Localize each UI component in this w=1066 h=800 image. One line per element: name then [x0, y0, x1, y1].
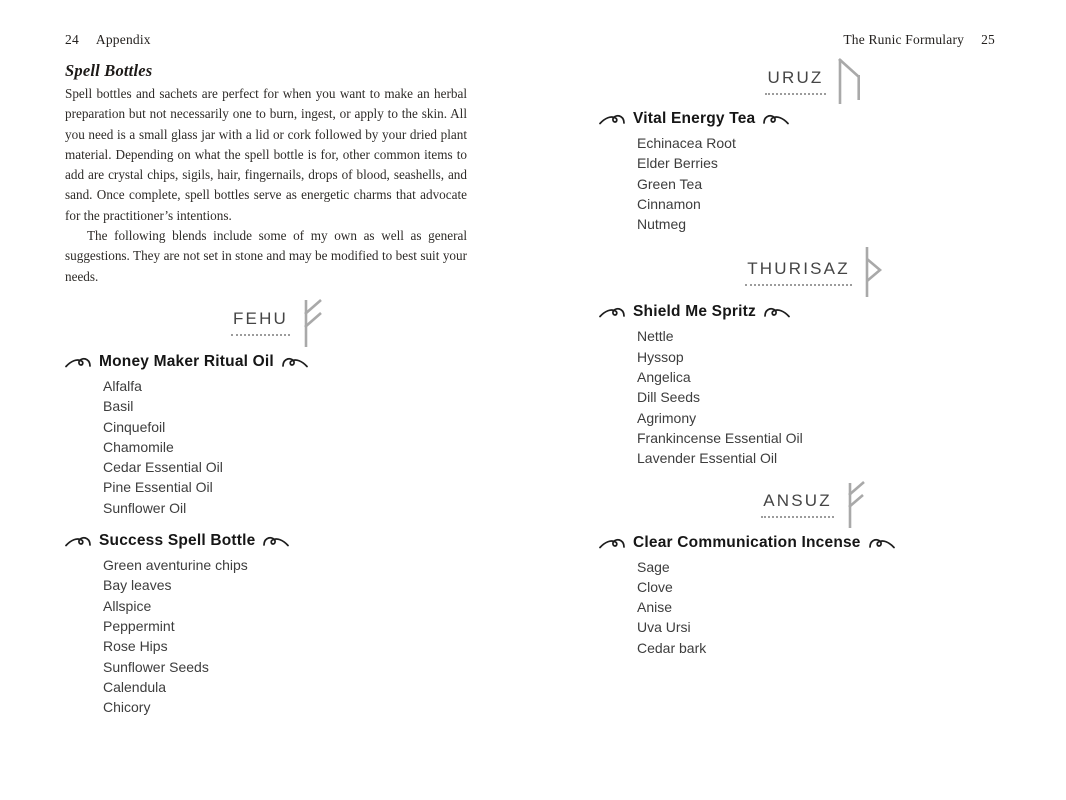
ingredient-item: Cinnamon	[637, 195, 701, 212]
flourish-right-icon	[263, 535, 289, 547]
ingredient-item: Nutmeg	[637, 216, 687, 233]
intro-paragraph: Spell bottles and sachets are perfect for when you want to make an herbal preparation but not necessarily one to burn, ingest, or apply to the skin. All you need is a small glass jar with a lid or cork followed by your dried plant material. Depending on what the spell bottle is for, other common items to add are crystal chips, sigils, hair, fingernails, drops of blood, seashells, and sand. Once complete, spell bottles serve as energetic charms that advocate for the practitioner’s intentions.	[65, 86, 467, 223]
ingredient-item: Green aventurine chips	[103, 557, 248, 574]
ingredient-item: Calendula	[103, 678, 167, 695]
recipe-title-text: Success Spell Bottle	[99, 532, 256, 550]
ingredient-item: Sunflower Oil	[103, 499, 187, 516]
running-header-left	[65, 32, 467, 48]
ingredient-item: Elder Berries	[637, 155, 718, 172]
ingredient-item: Sunflower Seeds	[103, 658, 209, 675]
flourish-left-icon	[65, 356, 91, 368]
recipe-title-shield-me	[599, 303, 995, 321]
ingredient-item: Chamomile	[103, 438, 174, 455]
ingredient-item: Clove	[637, 578, 673, 595]
ingredient-item: Peppermint	[103, 617, 175, 634]
ingredient-item: Nettle	[637, 328, 674, 345]
ingredient-item: Cedar bark	[637, 639, 707, 656]
flourish-left-icon	[599, 537, 625, 549]
recipe-title-money-maker	[65, 353, 467, 371]
page-number: 25	[981, 32, 995, 47]
flourish-left-icon	[599, 113, 625, 125]
ingredient-item: Rose Hips	[103, 638, 168, 655]
rune-label: URUZ	[765, 68, 825, 95]
intro-paragraph-2: The following blends include some of my own as well as general suggestions. They are not set in stone and may be modified to best suit your needs.	[65, 228, 467, 284]
thurisaz-rune-icon	[862, 245, 883, 299]
ingredient-item: Basil	[103, 398, 134, 415]
ingredient-list	[103, 376, 467, 518]
rune-heading-uruz	[599, 56, 995, 106]
fehu-rune-icon	[300, 297, 323, 349]
ingredient-list	[637, 326, 995, 468]
recipe-title-clear-communication	[599, 534, 995, 552]
rune-heading-ansuz	[599, 480, 995, 530]
rune-heading-thurisaz	[599, 245, 995, 299]
section-heading: Spell Bottles	[65, 61, 153, 80]
rune-label: ANSUZ	[761, 491, 834, 518]
page-right	[599, 0, 995, 658]
recipe-title-success-bottle	[65, 532, 467, 550]
flourish-right-icon	[764, 306, 790, 318]
flourish-right-icon	[763, 113, 789, 125]
ingredient-item: Chicory	[103, 699, 151, 716]
ingredient-item: Allspice	[103, 597, 152, 614]
ingredient-list	[637, 557, 995, 658]
ingredient-item: Uva Ursi	[637, 619, 691, 636]
ingredient-item: Frankincense Essential Oil	[637, 429, 803, 446]
rune-label: FEHU	[231, 309, 290, 336]
rune-label: THURISAZ	[745, 259, 852, 286]
ingredient-item: Pine Essential Oil	[103, 479, 213, 496]
uruz-rune-icon	[836, 56, 863, 106]
recipe-title-text: Money Maker Ritual Oil	[99, 352, 274, 370]
flourish-right-icon	[869, 537, 895, 549]
recipe-title-vital-energy	[599, 110, 995, 128]
rune-heading-fehu	[65, 297, 467, 349]
ingredient-item: Dill Seeds	[637, 389, 701, 406]
ingredient-item: Sage	[637, 558, 670, 575]
ingredient-item: Lavender Essential Oil	[637, 450, 778, 467]
ingredient-item: Cedar Essential Oil	[103, 459, 223, 476]
page-left	[65, 0, 467, 717]
running-header-right	[599, 32, 995, 48]
flourish-left-icon	[65, 535, 91, 547]
ingredient-item: Cinquefoil	[103, 418, 166, 435]
running-head: Appendix	[95, 32, 151, 47]
ingredient-item: Green Tea	[637, 175, 703, 192]
ingredient-list	[637, 133, 995, 234]
ansuz-rune-icon	[844, 480, 867, 530]
flourish-left-icon	[599, 306, 625, 318]
recipe-title-text: Vital Energy Tea	[633, 110, 756, 127]
ingredient-item: Hyssop	[637, 348, 684, 365]
recipe-title-text: Shield Me Spritz	[633, 303, 756, 321]
running-head: The Runic Formulary	[843, 32, 965, 47]
ingredient-item: Bay leaves	[103, 577, 172, 594]
recipe-title-text: Clear Communication Incense	[633, 533, 861, 551]
page-number: 24	[65, 32, 79, 47]
flourish-right-icon	[282, 356, 308, 368]
ingredient-item: Alfalfa	[103, 377, 142, 394]
ingredient-item: Echinacea Root	[637, 135, 736, 151]
ingredient-item: Agrimony	[637, 409, 697, 426]
ingredient-item: Anise	[637, 599, 673, 616]
ingredient-item: Angelica	[637, 369, 691, 386]
ingredient-list	[103, 555, 467, 717]
